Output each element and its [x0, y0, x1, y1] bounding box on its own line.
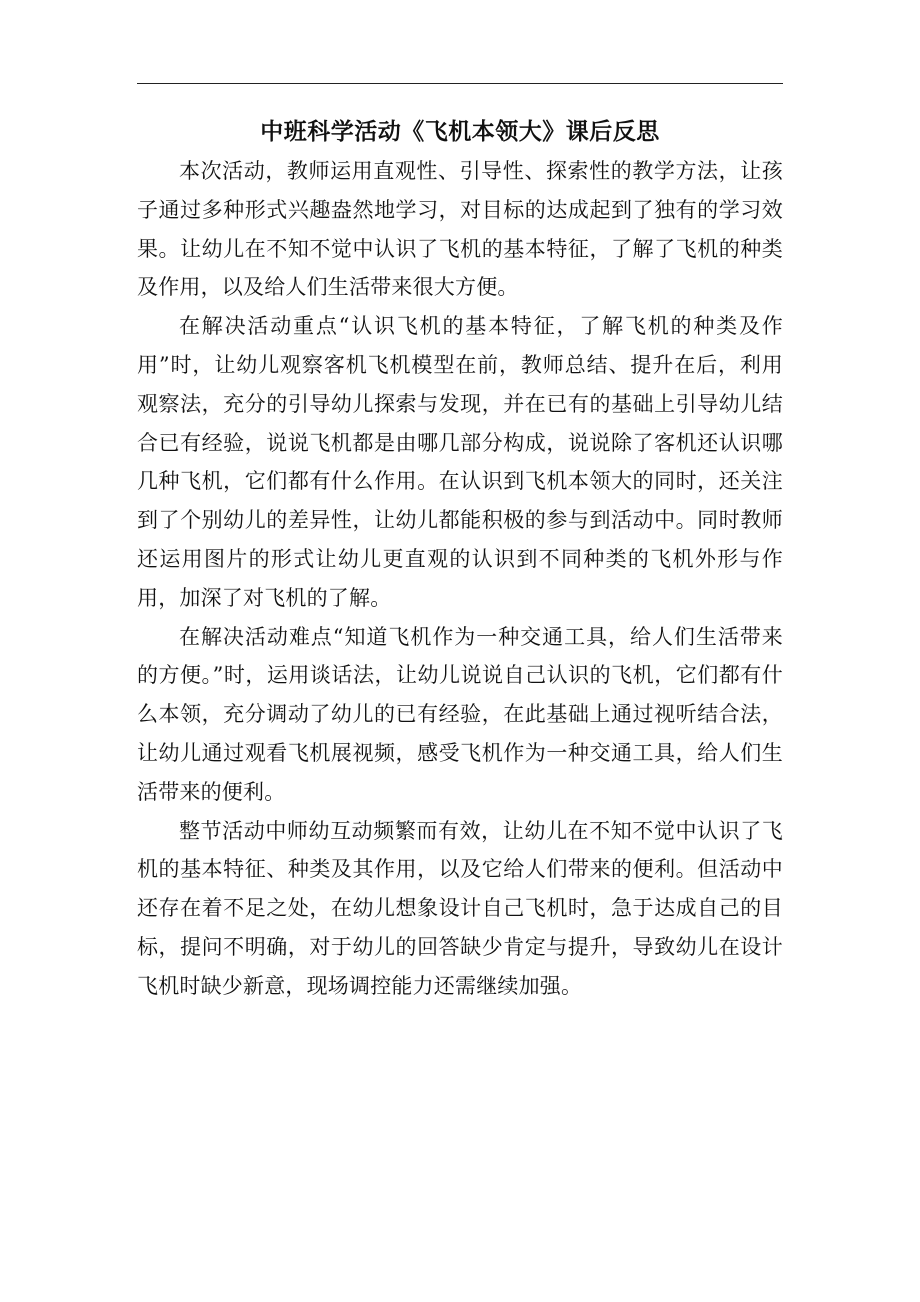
document-title: 中班科学活动《飞机本领大》课后反思	[260, 118, 660, 145]
paragraph-1: 本次活动，教师运用直观性、引导性、探索性的教学方法，让孩子通过多种形式兴趣盎然地学习，对目标的达成起到了独有的学习效果。让幼儿在不知不觉中认识了飞机的基本特征，了解了飞机的种类及作用，以及给人们生活带来很大方便。	[137, 159, 783, 300]
paragraph-3: 在解决活动难点“知道飞机作为一种交通工具，给人们生活带来的方便。”时，运用谈话法，让幼儿说说自己认识的飞机，它们都有什么本领，充分调动了幼儿的已有经验，在此基础上通过视听结合法，让幼儿通过观看飞机展视频，感受飞机作为一种交通工具，给人们生活带来的便利。	[137, 624, 783, 804]
paragraph-4: 整节活动中师幼互动频繁而有效，让幼儿在不知不觉中认识了飞机的基本特征、种类及其作用，以及它给人们带来的便利。但活动中还存在着不足之处，在幼儿想象设计自己飞机时，急于达成自己的目标，提问不明确，对于幼儿的回答缺少肯定与提升，导致幼儿在设计飞机时缺少新意，现场调控能力还需继续加强。	[137, 818, 783, 998]
header-rule	[137, 83, 783, 84]
paragraph-2: 在解决活动重点“认识飞机的基本特征，了解飞机的种类及作用”时，让幼儿观察客机飞机模型在前，教师总结、提升在后，利用观察法，充分的引导幼儿探索与发现，并在已有的基础上引导幼儿结合已有经验，说说飞机都是由哪几部分构成，说说除了客机还认识哪几种飞机，它们都有什么作用。在认识到飞机本领大的同时，还关注到了个别幼儿的差异性，让幼儿都能积极的参与到活动中。同时教师还运用图片的形式让幼儿更直观的认识到不同种类的飞机外形与作用，加深了对飞机的了解。	[137, 314, 783, 610]
document-body	[137, 152, 783, 1006]
